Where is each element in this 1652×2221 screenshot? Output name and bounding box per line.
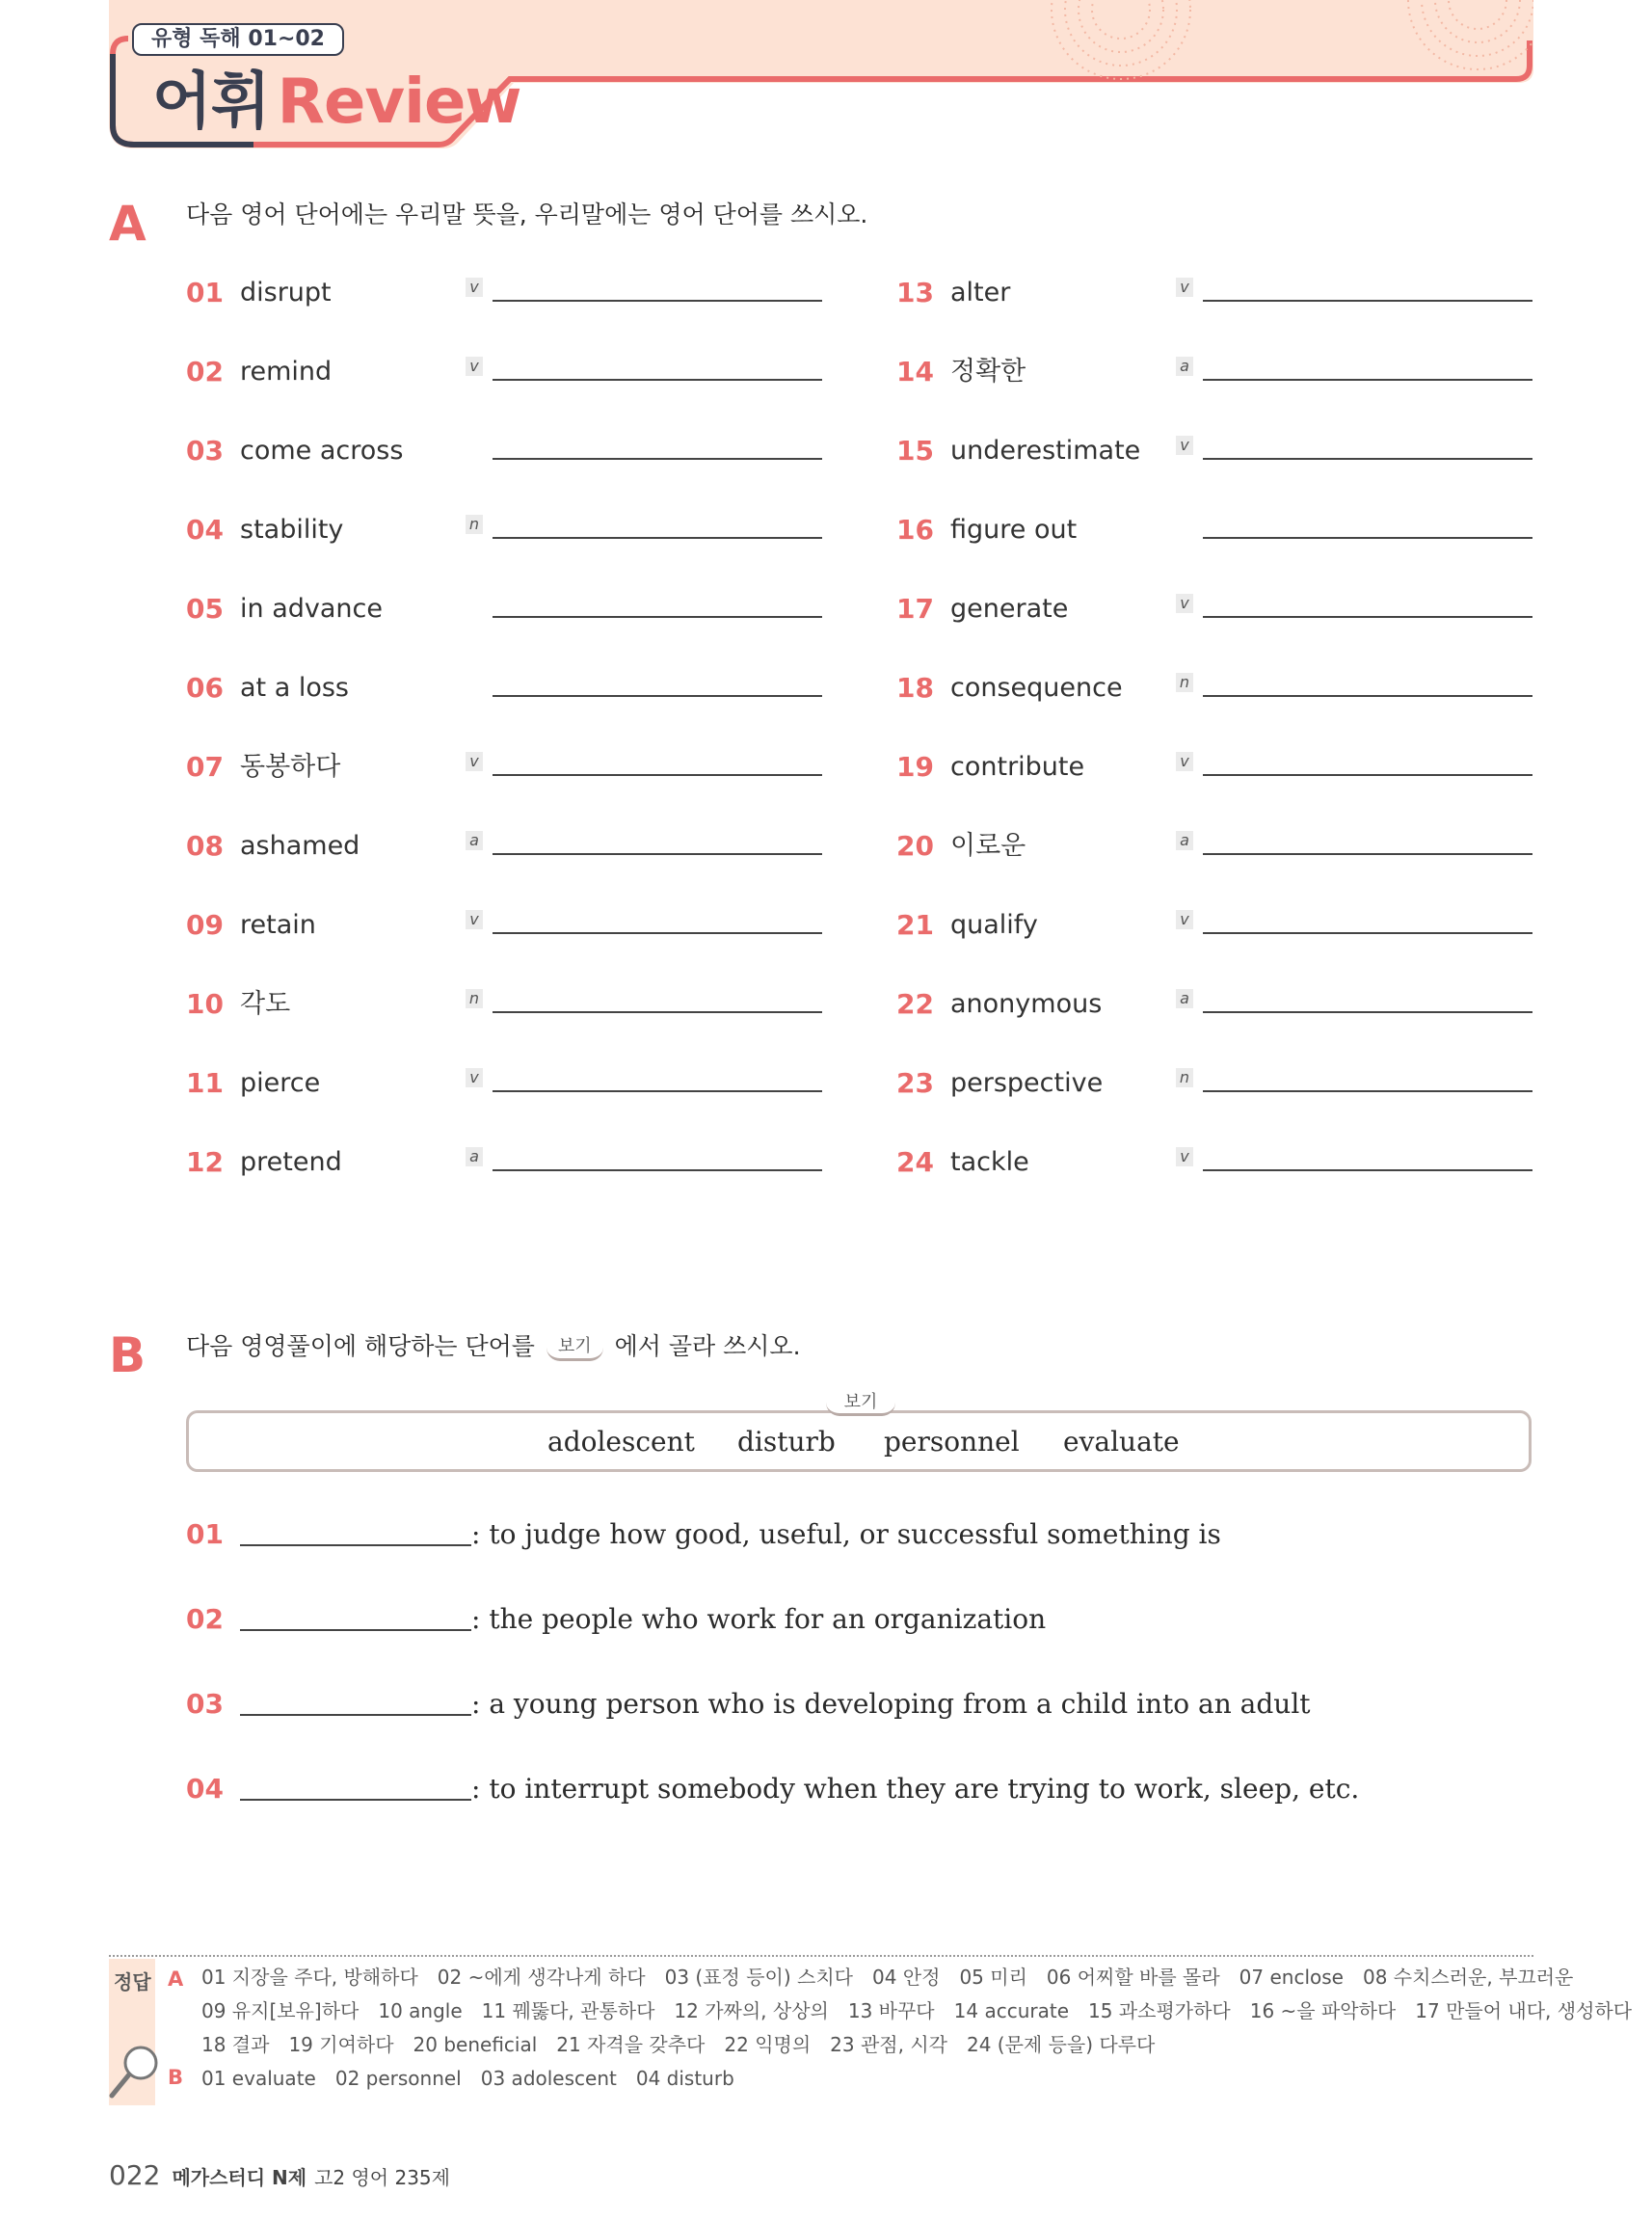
answer-blank[interactable] <box>493 853 822 855</box>
answer-blank[interactable] <box>493 458 822 460</box>
vocab-word: remind <box>240 357 333 387</box>
definition-number: 04 <box>186 1773 224 1805</box>
answer-entry: 12 가짜의, 상상의 <box>674 1999 829 2022</box>
vocab-row <box>896 985 1571 1024</box>
definition-text: : a young person who is developing from a child into an adult <box>471 1688 1311 1720</box>
vocab-number: 01 <box>186 277 224 308</box>
answer-divider <box>109 1955 1533 1957</box>
vocab-number: 20 <box>896 830 934 862</box>
answer-blank[interactable] <box>493 379 822 381</box>
answer-line <box>201 2031 1174 2058</box>
definition-number: 01 <box>186 1518 224 1550</box>
vocab-word: contribute <box>950 752 1085 782</box>
answer-entry: 17 만들어 내다, 생성하다 <box>1415 1999 1633 2022</box>
definition-row <box>186 1683 1439 1726</box>
answer-blank[interactable] <box>1203 458 1532 460</box>
answer-entry: 08 수치스러운, 부끄러운 <box>1362 1966 1574 1989</box>
vocab-row <box>186 353 861 391</box>
answer-entry: 15 과소평가하다 <box>1088 1999 1231 2022</box>
magnifier-icon <box>108 2042 162 2103</box>
answer-entry: 01 evaluate <box>201 2067 316 2090</box>
vocab-row <box>896 590 1571 629</box>
word-bank-word: adolescent <box>547 1426 695 1458</box>
answer-blank[interactable] <box>240 1544 471 1546</box>
vocab-word: ashamed <box>240 831 360 861</box>
answer-entry: 09 유지[보유]하다 <box>201 1999 360 2022</box>
part-of-speech: n <box>1176 1068 1193 1087</box>
page-title-english: Review <box>277 67 521 138</box>
part-of-speech: a <box>1176 831 1193 850</box>
book-title: 메가스터디 N제 <box>172 2166 307 2189</box>
vocab-word: pretend <box>240 1147 342 1177</box>
answer-blank[interactable] <box>493 1090 822 1092</box>
section-b-instruction-after: 에서 골라 쓰시오. <box>614 1332 801 1360</box>
word-bank-word: disturb <box>737 1426 836 1458</box>
answer-blank[interactable] <box>1203 853 1532 855</box>
vocab-number: 10 <box>186 988 224 1020</box>
vocab-number: 13 <box>896 277 934 308</box>
vocab-word: tackle <box>950 1147 1029 1177</box>
vocab-word: qualify <box>950 910 1038 940</box>
part-of-speech: v <box>466 752 483 771</box>
vocab-row <box>896 827 1571 866</box>
vocab-word: alter <box>950 278 1011 308</box>
vocab-word: 이로운 <box>950 831 1026 861</box>
answer-blank[interactable] <box>240 1799 471 1801</box>
answer-blank[interactable] <box>493 537 822 539</box>
vocab-row <box>896 432 1571 470</box>
part-of-speech: a <box>466 1147 483 1166</box>
vocab-row <box>186 827 861 866</box>
vocab-row <box>896 748 1571 787</box>
vocab-number: 06 <box>186 672 224 704</box>
vocab-number: 05 <box>186 593 224 625</box>
answer-entry: 18 결과 <box>201 2033 270 2056</box>
vocab-number: 11 <box>186 1067 224 1099</box>
answer-blank[interactable] <box>240 1714 471 1716</box>
answer-entry: 05 미리 <box>959 1966 1027 1989</box>
page-number: 022 <box>109 2159 161 2191</box>
vocab-number: 19 <box>896 751 934 783</box>
answer-blank[interactable] <box>1203 616 1532 618</box>
vocab-number: 21 <box>896 909 934 941</box>
vocab-row <box>896 274 1571 312</box>
part-of-speech: v <box>1176 278 1193 297</box>
answer-blank[interactable] <box>493 1011 822 1013</box>
answer-entry: 02 ~에게 생각나게 하다 <box>437 1966 646 1989</box>
vocab-word: at a loss <box>240 673 349 703</box>
answer-blank[interactable] <box>493 774 822 776</box>
definition-text: : the people who work for an organization <box>471 1603 1047 1635</box>
answer-entry: 04 disturb <box>635 2067 734 2090</box>
section-a-instruction: 다음 영어 단어에는 우리말 뜻을, 우리말에는 영어 단어를 쓰시오. <box>186 201 868 228</box>
answer-key-label: 정답 <box>114 1970 151 1994</box>
answer-entry: 24 (문제 등을) 다루다 <box>966 2033 1156 2056</box>
vocab-word: underestimate <box>950 436 1141 466</box>
vocab-row <box>186 748 861 787</box>
part-of-speech: v <box>466 278 483 297</box>
section-a-letter: A <box>109 196 147 252</box>
vocab-number: 03 <box>186 435 224 467</box>
answer-entry: 20 beneficial <box>413 2033 538 2056</box>
page-footer <box>109 2159 450 2196</box>
word-bank-box <box>186 1410 1532 1472</box>
vocab-number: 14 <box>896 356 934 388</box>
answer-entry: 04 안정 <box>871 1966 941 1989</box>
part-of-speech: v <box>1176 594 1193 613</box>
answer-blank[interactable] <box>493 300 822 302</box>
part-of-speech: v <box>466 357 483 376</box>
vocab-number: 24 <box>896 1146 934 1178</box>
part-of-speech: v <box>466 1068 483 1087</box>
answer-line <box>201 1964 1592 1991</box>
answer-blank[interactable] <box>1203 932 1532 934</box>
vocab-row <box>186 669 861 708</box>
vocab-word: 정확한 <box>950 357 1026 387</box>
answer-entry: 14 accurate <box>953 1999 1069 2022</box>
answer-entry: 03 (표정 등이) 스치다 <box>664 1966 853 1989</box>
answer-entry: 03 adolescent <box>480 2067 617 2090</box>
part-of-speech: a <box>1176 357 1193 376</box>
definition-text: : to judge how good, useful, or successful something is <box>471 1518 1221 1550</box>
answer-entry: 07 enclose <box>1239 1966 1344 1989</box>
vocab-row <box>896 353 1571 391</box>
definition-text: : to interrupt somebody when they are trying to work, sleep, etc. <box>471 1773 1360 1805</box>
book-subtitle: 고2 영어 235제 <box>314 2166 450 2189</box>
vocab-row <box>186 1143 861 1182</box>
vocab-number: 04 <box>186 514 224 546</box>
answer-blank[interactable] <box>1203 695 1532 697</box>
part-of-speech: a <box>1176 989 1193 1008</box>
answer-line <box>201 1997 1651 2024</box>
bogi-inline-label: 보기 <box>546 1335 603 1361</box>
vocab-word: pierce <box>240 1068 321 1098</box>
part-of-speech: v <box>466 910 483 929</box>
answer-entry: 10 angle <box>378 1999 463 2022</box>
answer-entry: 22 익명의 <box>724 2033 812 2056</box>
answer-blank[interactable] <box>240 1629 471 1631</box>
vocab-number: 12 <box>186 1146 224 1178</box>
vocab-word: 동봉하다 <box>240 752 341 782</box>
answer-entry: 06 어찌할 바를 몰라 <box>1046 1966 1220 1989</box>
answer-section-a-letter: A <box>168 1967 184 1991</box>
vocab-number: 15 <box>896 435 934 467</box>
vocab-row <box>896 1143 1571 1182</box>
vocab-word: 각도 <box>240 989 291 1019</box>
vocab-word: consequence <box>950 673 1123 703</box>
definition-number: 03 <box>186 1688 224 1720</box>
vocab-row <box>186 274 861 312</box>
definition-row <box>186 1513 1439 1556</box>
part-of-speech: a <box>466 831 483 850</box>
answer-entry: 19 기여하다 <box>288 2033 394 2056</box>
section-b-instruction <box>186 1330 801 1363</box>
vocab-number: 07 <box>186 751 224 783</box>
vocab-word: figure out <box>950 515 1078 545</box>
vocab-row <box>186 590 861 629</box>
part-of-speech: n <box>1176 673 1193 692</box>
vocab-row <box>896 1064 1571 1103</box>
vocab-word: perspective <box>950 1068 1104 1098</box>
vocab-row <box>186 985 861 1024</box>
part-of-speech: v <box>1176 910 1193 929</box>
vocab-word: come across <box>240 436 404 466</box>
unit-tag: 유형 독해 01~02 <box>132 23 344 56</box>
vocab-number: 02 <box>186 356 224 388</box>
answer-entry: 01 지장을 주다, 방해하다 <box>201 1966 418 1989</box>
answer-line <box>201 2065 754 2092</box>
vocab-word: retain <box>240 910 316 940</box>
word-bank-word: personnel <box>884 1426 1020 1458</box>
vocab-row <box>186 906 861 945</box>
definition-number: 02 <box>186 1603 224 1635</box>
vocab-number: 17 <box>896 593 934 625</box>
answer-entry: 16 ~을 파악하다 <box>1249 1999 1397 2022</box>
word-bank-word: evaluate <box>1063 1426 1180 1458</box>
answer-blank[interactable] <box>1203 774 1532 776</box>
vocab-row <box>186 432 861 470</box>
vocab-row <box>186 1064 861 1103</box>
answer-entry: 23 관점, 시각 <box>830 2033 947 2056</box>
section-b-letter: B <box>109 1327 147 1383</box>
vocab-row <box>186 511 861 549</box>
definition-row <box>186 1768 1439 1810</box>
answer-blank[interactable] <box>1203 1090 1532 1092</box>
answer-blank[interactable] <box>1203 1011 1532 1013</box>
vocab-row <box>896 906 1571 945</box>
section-b-instruction-before: 다음 영영풀이에 해당하는 단어를 <box>186 1332 535 1360</box>
page-title <box>152 66 521 139</box>
vocab-word: anonymous <box>950 989 1103 1019</box>
answer-blank[interactable] <box>493 695 822 697</box>
page-title-korean: 어휘 <box>152 67 270 138</box>
answer-blank[interactable] <box>1203 379 1532 381</box>
answer-entry: 21 자격을 갖추다 <box>556 2033 706 2056</box>
vocab-word: in advance <box>240 594 383 624</box>
answer-entry: 02 personnel <box>334 2067 462 2090</box>
answer-blank[interactable] <box>493 932 822 934</box>
vocab-number: 09 <box>186 909 224 941</box>
answer-section-b-letter: B <box>168 2066 184 2089</box>
vocab-word: generate <box>950 594 1069 624</box>
vocab-word: stability <box>240 515 344 545</box>
answer-blank[interactable] <box>493 616 822 618</box>
vocab-number: 18 <box>896 672 934 704</box>
part-of-speech: v <box>1176 436 1193 455</box>
vocab-row <box>896 669 1571 708</box>
word-bank-label: 보기 <box>826 1391 895 1416</box>
vocab-number: 23 <box>896 1067 934 1099</box>
answer-blank[interactable] <box>1203 300 1532 302</box>
vocab-number: 08 <box>186 830 224 862</box>
answer-blank[interactable] <box>493 1169 822 1171</box>
vocab-number: 22 <box>896 988 934 1020</box>
answer-blank[interactable] <box>1203 537 1532 539</box>
part-of-speech: n <box>466 515 483 534</box>
answer-blank[interactable] <box>1203 1169 1532 1171</box>
part-of-speech: n <box>466 989 483 1008</box>
part-of-speech: v <box>1176 1147 1193 1166</box>
answer-entry: 11 꿰뚫다, 관통하다 <box>481 1999 655 2022</box>
vocab-word: disrupt <box>240 278 332 308</box>
part-of-speech: v <box>1176 752 1193 771</box>
vocab-number: 16 <box>896 514 934 546</box>
answer-entry: 13 바꾸다 <box>847 1999 935 2022</box>
vocab-row <box>896 511 1571 549</box>
definition-row <box>186 1598 1439 1641</box>
